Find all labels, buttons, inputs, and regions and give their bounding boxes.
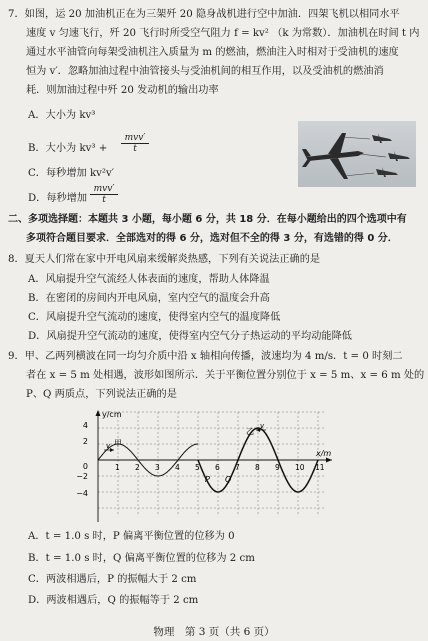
q7-option-d-fraction [90,184,118,205]
fraction-denominator: t [90,194,118,205]
wave-graph [70,406,340,524]
q7-option-b: B．大小为 kv³ + [28,143,108,154]
x-tick-label: 8 [255,463,260,472]
label-jia: 甲 [114,439,122,448]
x-tick-label: 2 [135,463,140,472]
q7-line-1: 7．如图，运 20 加油机正在为三架歼 20 隐身战机进行空中加油．四架飞机以相同水平 [8,9,400,20]
x-axis-arrow-icon [326,458,332,463]
q9-line-1: 9．甲、乙两列横波在同一均匀介质中沿 x 轴相向传播，波速均为 4 m/s．t = 0 时刻二 [8,351,403,362]
q7-option-b-fraction [121,133,149,154]
q9-option-d: D．两波相遇后，Q 的振幅等于 2 cm [28,595,199,606]
x-tick-labels [115,463,325,472]
q9-option-c: C．两波相遇后，P 的振幅大于 2 cm [28,574,197,585]
refueling-aircraft-photo [298,121,416,187]
x-tick-label: 9 [275,463,280,472]
q9-line-2: 者在 x = 5 m 处相遇，波形如图所示．关于平衡位置分别位于 x = 5 m、x = 6 m 处的 [26,370,425,381]
q7-option-d: D．每秒增加 [28,193,88,204]
q8-stem: 8．夏天人们常在家中开电风扇来缓解炎热感，下列有关说法正确的是 [8,254,321,265]
fraction-numerator: mvv′ [124,133,146,143]
q7-line-2: 速度 v 匀速飞行，歼 20 飞行时所受空气阻力 f = kv² （k 为常数）．加油机在时间 t 内 [26,28,420,39]
y-axis-arrow-icon [96,410,101,416]
q9-option-b: B．t = 1.0 s 时，Q 偏离平衡位置的位移为 2 cm [28,553,255,564]
y-tick-label: 0 [82,462,88,471]
page-footer: 物理 第 3 页（共 6 页） [153,626,275,638]
fraction-numerator: mvv′ [93,184,115,194]
y-tick-label: −4 [76,489,88,498]
graph-grid [98,412,326,516]
x-tick-label: 6 [215,463,220,472]
y-axis-label: y/cm [102,410,122,419]
label-v-jia: v [106,442,111,450]
y-tick-label: −2 [76,472,88,481]
label-q: Q [225,475,232,484]
fraction-denominator: t [121,143,149,154]
section-2-header-line-2: 多项符合题目要求．全部选对的得 6 分，选对但不全的得 3 分，有选错的得 0 分． [26,233,398,244]
q7-line-3: 通过水平油管向每架受油机注入质量为 m 的燃油，燃油注入时相对于受油机的速度 [26,47,399,58]
q7-line-5: 耗．则加油过程中歼 20 发动机的输出功率 [26,85,219,96]
x-tick-label: 1 [115,463,120,472]
x-tick-label: 3 [155,463,160,472]
x-tick-label: 11 [315,463,325,472]
aircraft-illustration [298,121,416,187]
label-p: P [205,475,210,484]
y-tick-label: 4 [82,421,88,430]
x-axis-label: x/m [316,449,332,458]
q9-line-3: P、Q 两质点，下列说法正确的是 [26,389,177,400]
q8-option-b: B．在密闭的房间内开电风扇，室内空气的温度会升高 [28,293,270,304]
q7-option-a: A．大小为 kv³ [28,110,96,121]
q8-option-d: D．风扇提升空气流动的速度，使得室内空气分子热运动的平均动能降低 [28,331,352,342]
q8-option-c: C．风扇提升空气流动的速度，使得室内空气的温度降低 [28,312,281,323]
x-tick-label: 7 [235,463,240,472]
y-tick-labels [76,421,88,498]
y-tick-label: 2 [82,437,88,446]
label-yi: 乙 [246,427,254,436]
x-tick-label: 5 [195,463,200,472]
x-tick-label: 10 [295,463,305,472]
q7-option-c: C．每秒增加 kv²v′ [28,168,115,179]
q8-option-a: A．风扇提升空气流经人体表面的速度，帮助人体降温 [28,274,270,285]
jia-arrowhead-icon [110,448,114,452]
q7-line-4: 恒为 v′．忽略加油过程中油管接头与受油机间的相互作用，以及受油机的燃油消 [26,66,384,77]
x-tick-label: 4 [175,463,180,472]
section-2-header-line-1: 二、多项选择题：本题共 3 小题，每小题 6 分，共 18 分．在每小题给出的四个选项中有 [8,214,407,225]
q9-option-a: A．t = 1.0 s 时，P 偏离平衡位置的位移为 0 [28,531,235,542]
label-v-yi: v [260,422,265,430]
